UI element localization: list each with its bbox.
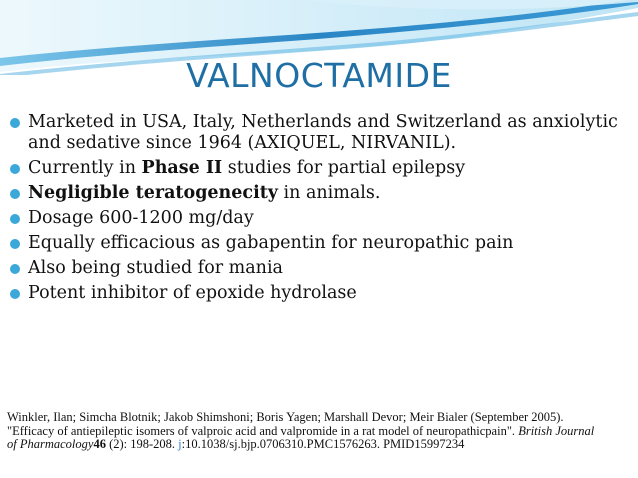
bullet-dot-icon bbox=[10, 118, 20, 128]
bullet-dot-icon bbox=[10, 289, 20, 299]
bullet-text-bold: Negligible teratogenecity bbox=[28, 183, 278, 203]
bullet-item bbox=[10, 258, 630, 279]
bullet-item bbox=[10, 283, 630, 304]
bullet-text: Currently in bbox=[28, 158, 142, 178]
bullet-dot-icon bbox=[10, 214, 20, 224]
reference-identifiers: :10.1038/sj.bjp.0706310.PMC1576263. PMID15997234 bbox=[181, 437, 465, 451]
bullet-item bbox=[10, 158, 630, 179]
bullet-text: studies for partial epilepsy bbox=[222, 158, 466, 178]
reference-journal: British Journal of Pharmacology bbox=[7, 423, 595, 451]
bullet-dot-icon bbox=[10, 264, 20, 274]
bullet-text: Potent inhibitor of epoxide hydrolase bbox=[28, 283, 357, 303]
slide-title: VALNOCTAMIDE bbox=[186, 56, 452, 95]
bullet-list bbox=[10, 112, 630, 308]
bullet-text: Equally efficacious as gabapentin for neuropathic pain bbox=[28, 233, 514, 253]
reference-authors: Winkler, Ilan; Simcha Blotnik; Jakob Shimshoni; Boris Yagen; Marshall Devor; Meir Bialer (September 2005). "Efficacy of antiepileptic isomers of valproic acid and valpromide in a rat model of neuropathicpain". bbox=[7, 410, 564, 438]
bullet-item bbox=[10, 112, 630, 154]
reference-citation bbox=[7, 411, 607, 452]
bullet-dot-icon bbox=[10, 239, 20, 249]
reference-doi-link[interactable]: j bbox=[178, 437, 182, 451]
bullet-text: Marketed in USA, Italy, Netherlands and Switzerland as anxiolytic and sedative since 1964 (AXIQUEL, NIRVANIL). bbox=[28, 112, 618, 153]
bullet-text: Dosage 600-1200 mg/day bbox=[28, 208, 254, 228]
reference-pages: (2): 198-208. bbox=[105, 437, 179, 451]
reference-volume: 46 bbox=[93, 437, 106, 451]
bullet-text: in animals. bbox=[277, 183, 381, 203]
bullet-item bbox=[10, 183, 630, 204]
bullet-dot-icon bbox=[10, 189, 20, 199]
bullet-text-bold: Phase II bbox=[141, 158, 223, 178]
bullet-item bbox=[10, 208, 630, 229]
bullet-text: Also being studied for mania bbox=[28, 258, 283, 278]
bullet-item bbox=[10, 233, 630, 254]
bullet-dot-icon bbox=[10, 164, 20, 174]
